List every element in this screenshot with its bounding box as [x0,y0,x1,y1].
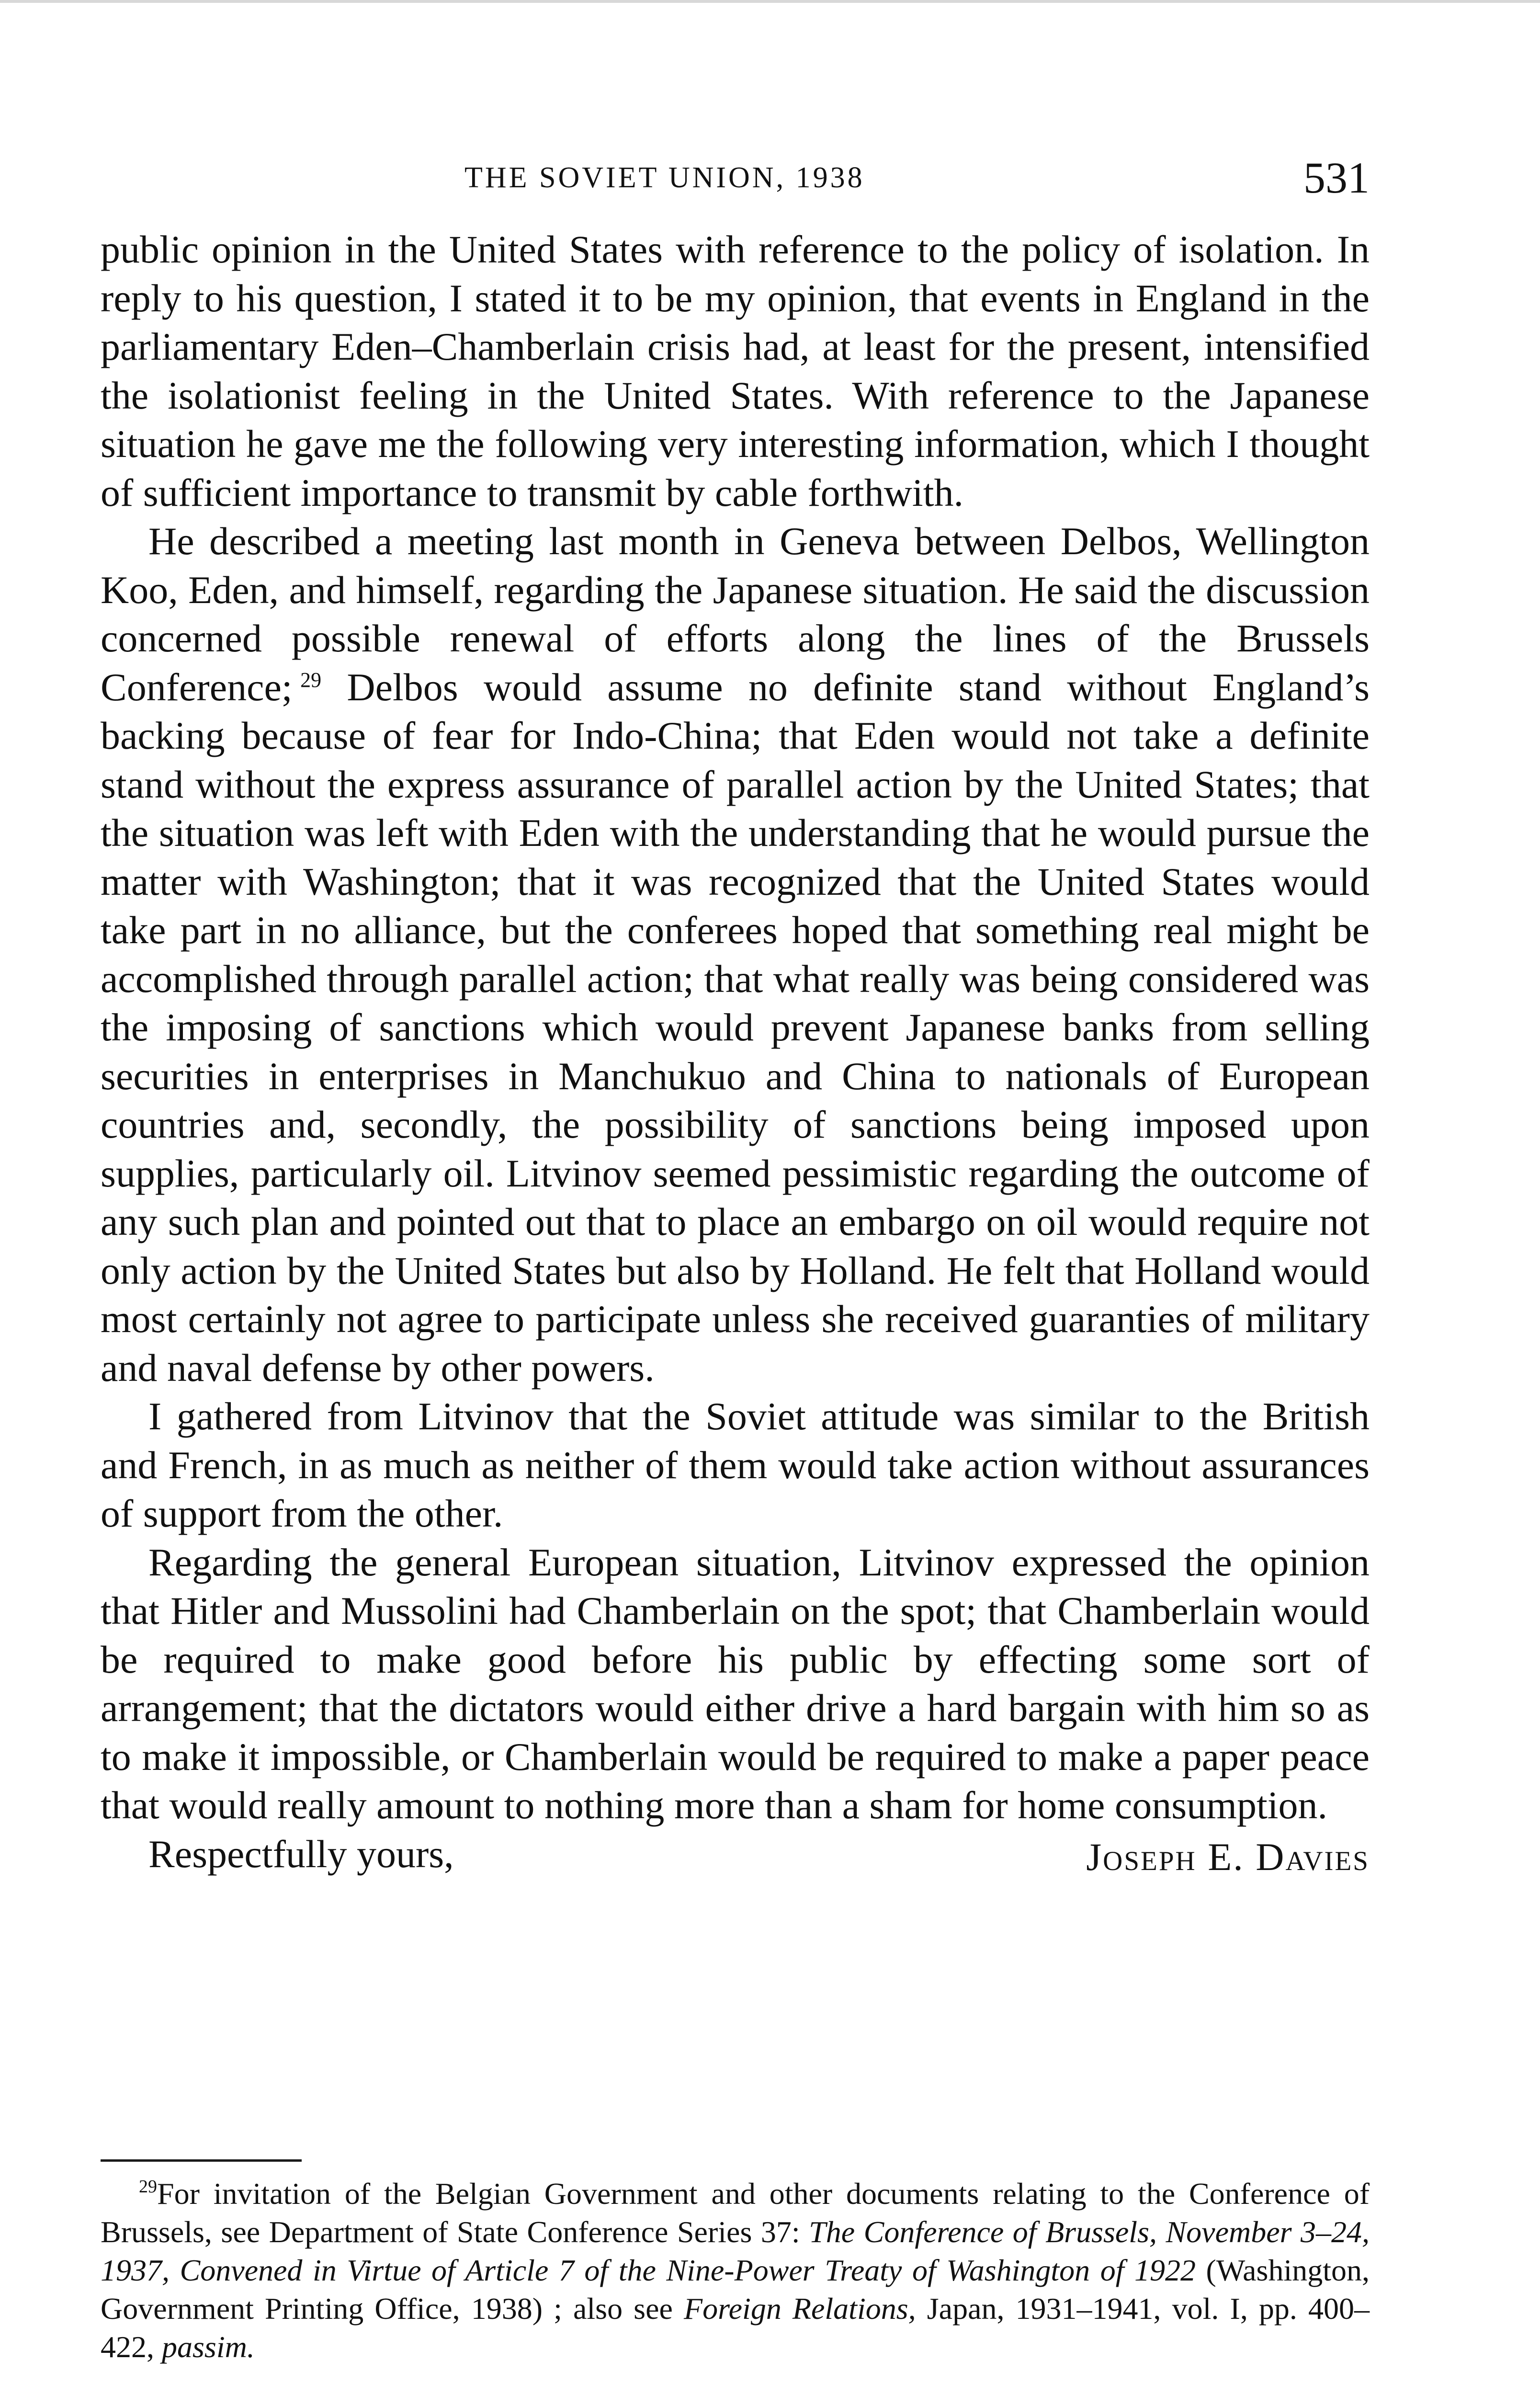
paragraph-2-text-b: Delbos would assume no definite stand without England’s backing because of fear for Indo-China; that Eden would not take a definite stand without the express assurance of parallel action by the United States; that the situation was left with Eden with the understanding that he would pursue the matter with Washington; that it was recognized that the United States would take part in no alliance, but the conferees hoped that something real might be accomplished through parallel action; that what really was being considered was the imposing of sanctions which would prevent Japanese banks from selling securities in enterprises in Manchukuo and China to nationals of European countries and, secondly, the possibility of sanctions being imposed upon supplies, particularly oil. Litvinov seemed pessimistic regarding the outcome of any such plan and pointed out that to place an embargo on oil would require not only action by the United States but also by Holland. He felt that Holland would most certainly not agree to participate unless she received guaranties of military and naval defense by other powers. [101,665,1370,1390]
running-head [101,152,1370,210]
footnote-rule [101,2159,302,2162]
paragraph-3: I gathered from Litvinov that the Soviet attitude was similar to the British and French, in as much as neither of them would take action without assurances of support from the other. [101,1394,1370,1535]
footnote-reference: 29 [300,668,322,692]
footnotes [101,2175,1370,2366]
signature: Joseph E. Davies [1086,1835,1370,1879]
footnote-marker: 29 [139,2177,157,2197]
closing-salutation: Respectfully yours, [148,1832,454,1876]
running-title: THE SOVIET UNION, 1938 [464,161,865,194]
footnote-text-3: Japan, 1931–1941, vol. I, pp. 400–422, [101,2292,1370,2364]
top-edge-rule [0,0,1540,3]
page-number: 531 [1303,153,1370,202]
body-text [101,225,1370,1879]
footnote-text-2: (Washington, Government Printing Office, 1938) ; also see [101,2253,1370,2326]
paragraph-1: public opinion in the United States with reference to the policy of isolation. In reply to his question, I stated it to be my opinion, that events in England in the parliamentary Eden–Chamberlain crisis had, at least for the present, intensified the isolationist feeling in the United States. With reference to the Japanese situation he gave me the following very interesting information, which I thought of sufficient importance to transmit by cable forthwith. [101,228,1370,514]
footnote-29 [101,2175,1370,2366]
paragraph-4: Regarding the general European situation, Litvinov expressed the opinion that Hitler and Mussolini had Chamberlain on the spot; that Chamberlain would be required to make good before his public by effecting some sort of arrangement; that the dictators would either drive a hard bargain with him so as to make it impossible, or Chamberlain would be required to make a paper peace that would really amount to nothing more than a sham for home consumption. [101,1540,1370,1827]
footnote-italic-foreign-relations: Foreign Relations, [684,2292,916,2326]
paragraph-2-text-a: He described a meeting last month in Geneva between Delbos, Wellington Koo, Eden, and himself, regarding the Japanese situation. He said the discussion concerned possible renewal of efforts along the lines of the Brussels Conference; [101,519,1370,709]
letter-closing [101,1830,1370,1879]
footnote-italic-passim: passim. [162,2330,255,2364]
paragraph-2 [101,517,1370,1392]
footnote-italic-title: The Conference of Brussels, November 3–24, 1937, Convened in Virtue of Article 7 of the Nine-Power Treaty of Washington of 1922 [101,2215,1370,2287]
footnote-text-1: For invitation of the Belgian Government and other documents relating to the Conference of Brussels, see Department of State Conference Series 37: [101,2177,1370,2249]
